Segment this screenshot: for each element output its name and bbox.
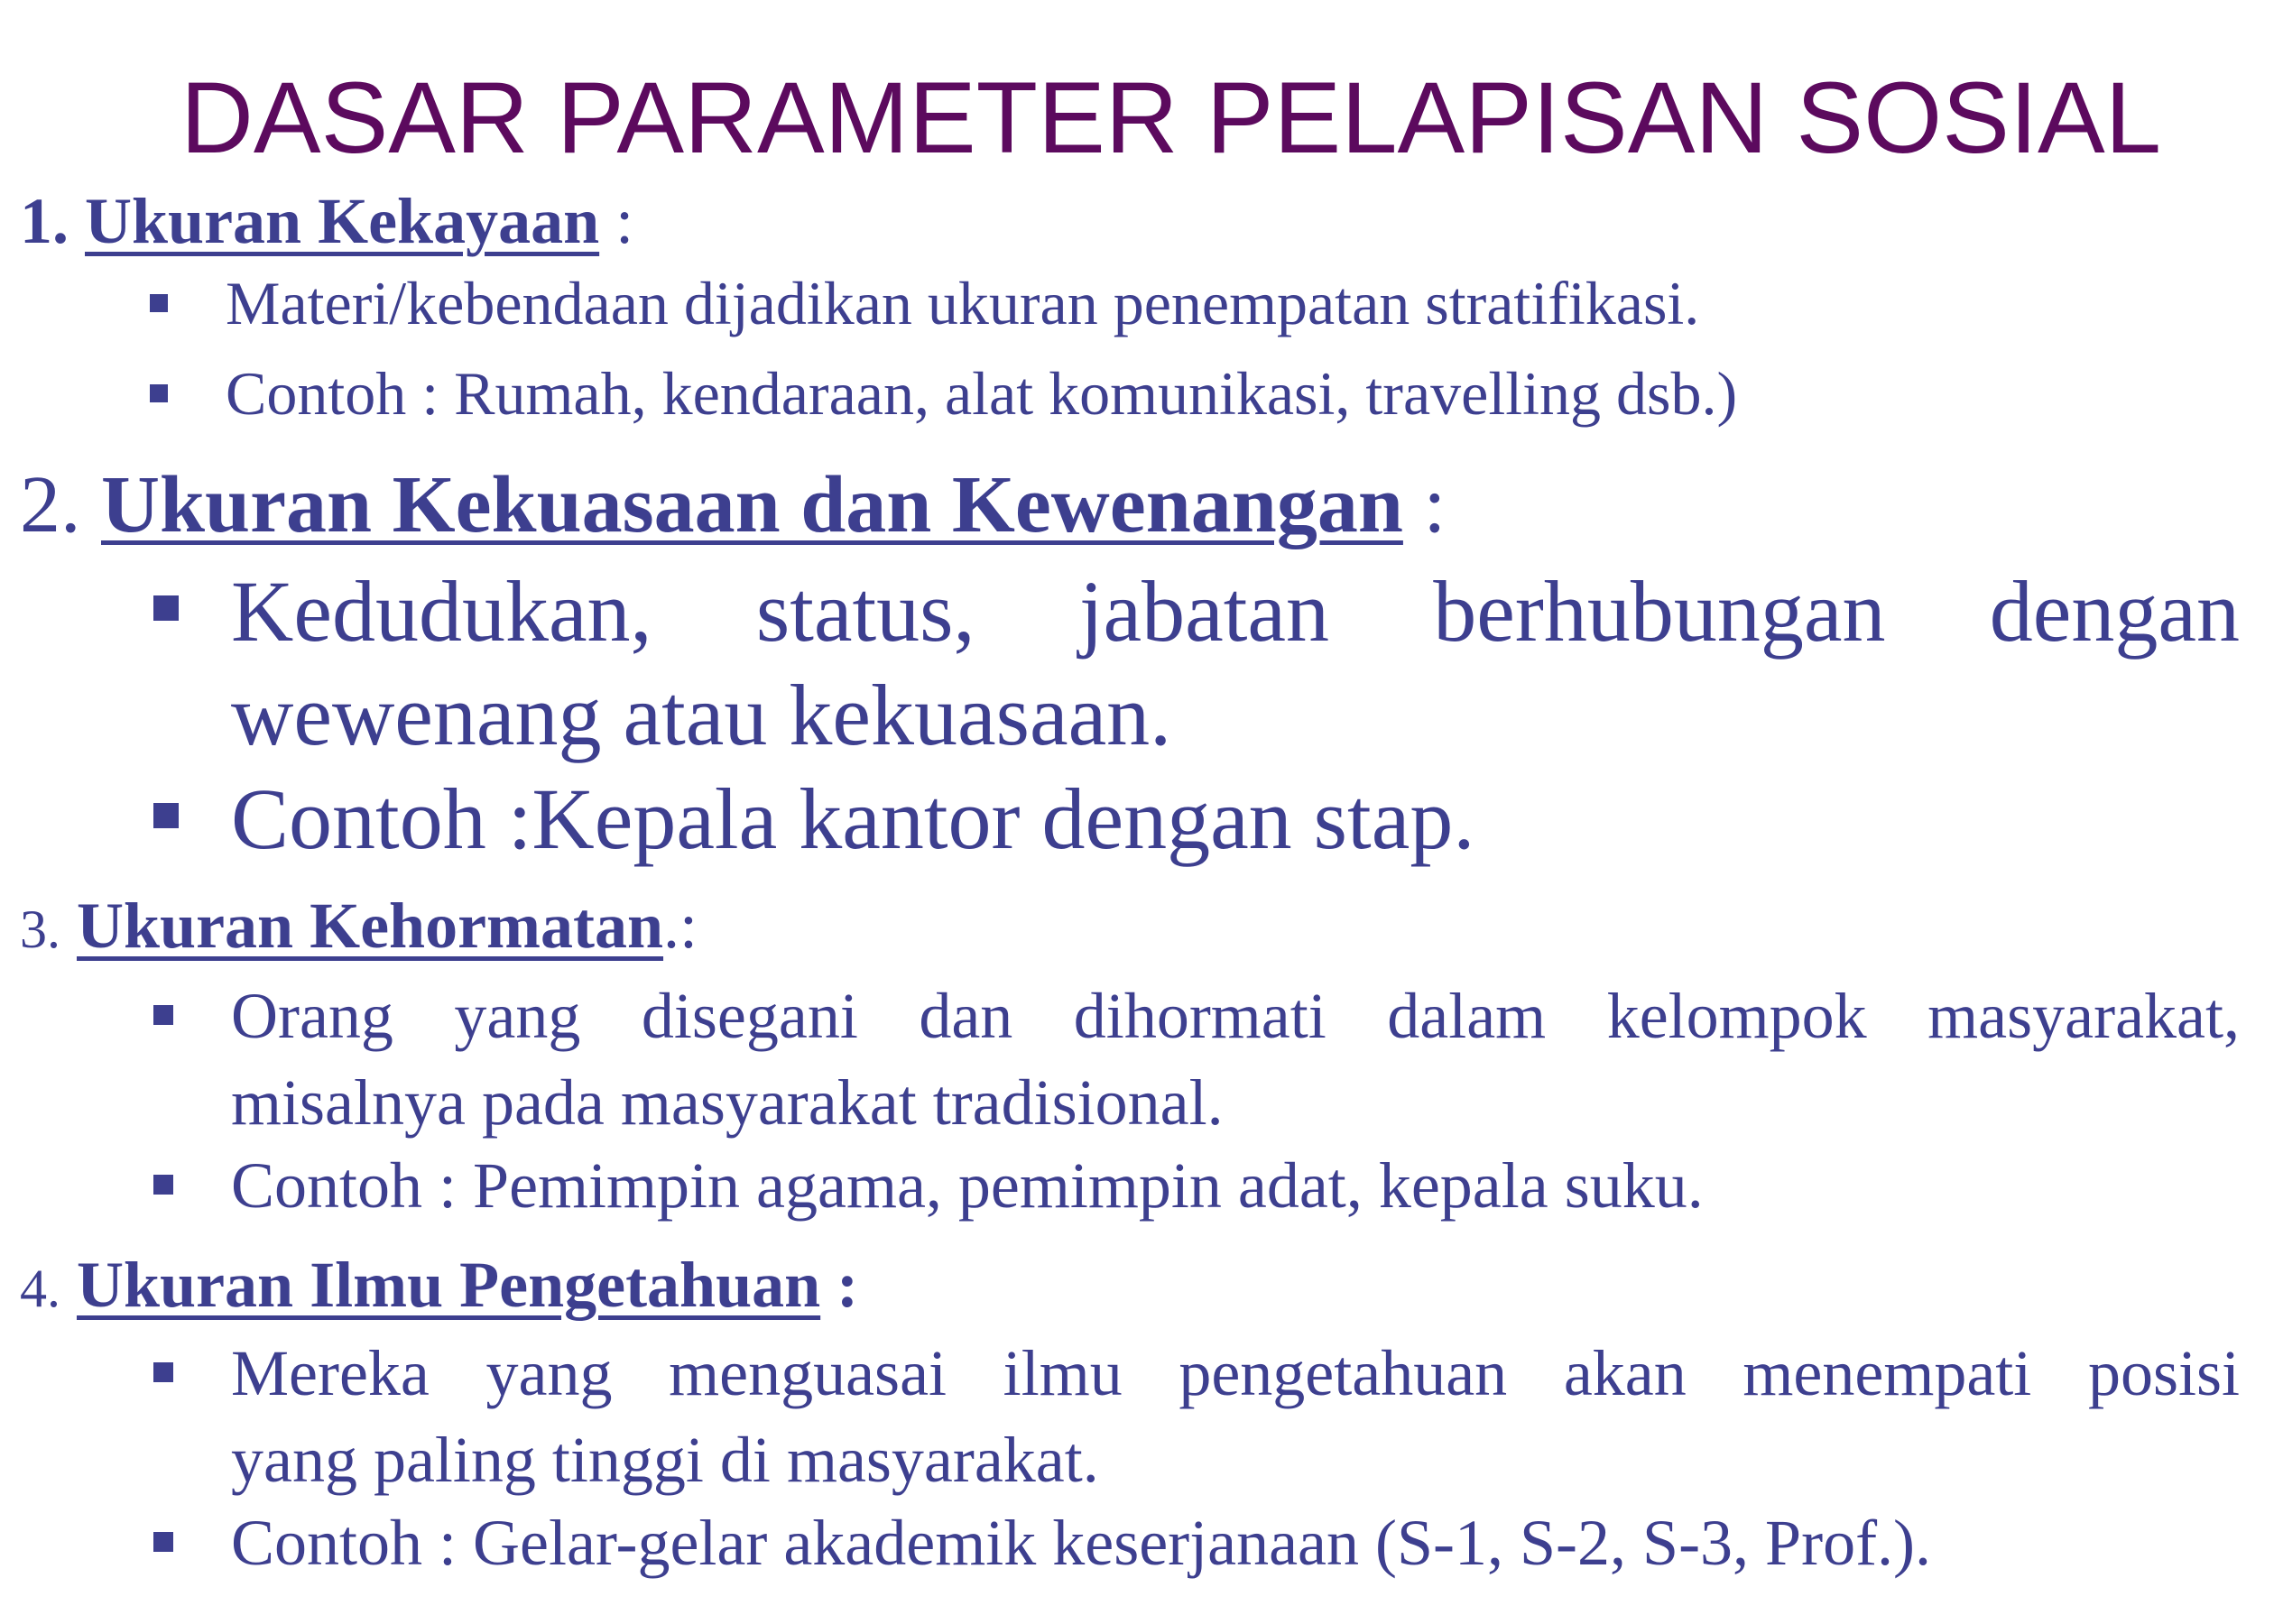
list-item bbox=[0, 767, 2274, 871]
bullet-text: Orang yang disegani dan dihormati dalam kelompok masyarakat, misalnya pada masyarakat tradisional. bbox=[231, 980, 2240, 1139]
bullet-text: Kedudukan, status, jabatan berhubungan dengan wewenang atau kekuasaan. bbox=[231, 563, 2240, 763]
bullet-square-icon bbox=[153, 1005, 173, 1025]
section-heading-text: Ukuran Kekayaan bbox=[85, 185, 600, 257]
slide-title: DASAR PARAMETER PELAPISAN SOSIAL bbox=[180, 61, 2162, 174]
section-number: 4. bbox=[20, 1259, 60, 1318]
section-heading-suffix: : bbox=[820, 1249, 859, 1321]
section-heading-text: Ukuran Kekuasaan dan Kewenangan bbox=[101, 460, 1403, 549]
section-number: 1. bbox=[20, 185, 69, 257]
list-item bbox=[0, 1142, 2274, 1229]
section-4-heading bbox=[20, 1245, 2258, 1328]
bullet-square-icon bbox=[153, 595, 179, 621]
bullet-square-icon bbox=[150, 294, 168, 312]
bullet-square-icon bbox=[150, 384, 168, 402]
bullet-square-icon bbox=[153, 1362, 173, 1382]
section-heading-suffix: .: bbox=[663, 890, 698, 962]
list-item bbox=[0, 559, 2274, 767]
section-heading-text: Ukuran Kehormatan bbox=[77, 890, 664, 962]
bullet-text: Mereka yang menguasai ilmu pengetahuan akan menempati posisi yang paling tinggi di masyarakat. bbox=[231, 1337, 2240, 1496]
section-heading-suffix: : bbox=[1402, 460, 1447, 549]
bullet-square-icon bbox=[153, 1175, 173, 1195]
bullet-text: Contoh :Kepala kantor dengan stap. bbox=[231, 770, 1475, 867]
bullet-square-icon bbox=[153, 1532, 173, 1552]
section-heading-suffix: : bbox=[599, 185, 634, 257]
bullet-text: Contoh : Gelar-gelar akademik keserjanaan (S-1, S-2, S-3, Prof.). bbox=[231, 1507, 1932, 1579]
list-item bbox=[0, 1330, 2274, 1510]
bullet-text: Contoh : Rumah, kendaraan, alat komunikasi, travelling dsb.) bbox=[226, 359, 1738, 428]
section-2-heading bbox=[20, 456, 2258, 555]
list-item bbox=[0, 973, 2274, 1153]
section-3-heading bbox=[20, 886, 2258, 969]
list-item bbox=[0, 357, 2274, 429]
bullet-text: Materi/kebendaan dijadikan ukuran penempatan stratifikasi. bbox=[226, 269, 1700, 337]
bullet-text: Contoh : Pemimpin agama, pemimpin adat, kepala suku. bbox=[231, 1149, 1704, 1222]
list-item bbox=[0, 267, 2274, 339]
list-item bbox=[0, 1499, 2274, 1586]
section-number: 3. bbox=[20, 900, 60, 959]
section-heading-text: Ukuran Ilmu Pengetahuan bbox=[77, 1249, 821, 1321]
bullet-square-icon bbox=[153, 803, 179, 828]
section-1-heading bbox=[20, 180, 2258, 262]
section-number: 2. bbox=[20, 460, 81, 549]
